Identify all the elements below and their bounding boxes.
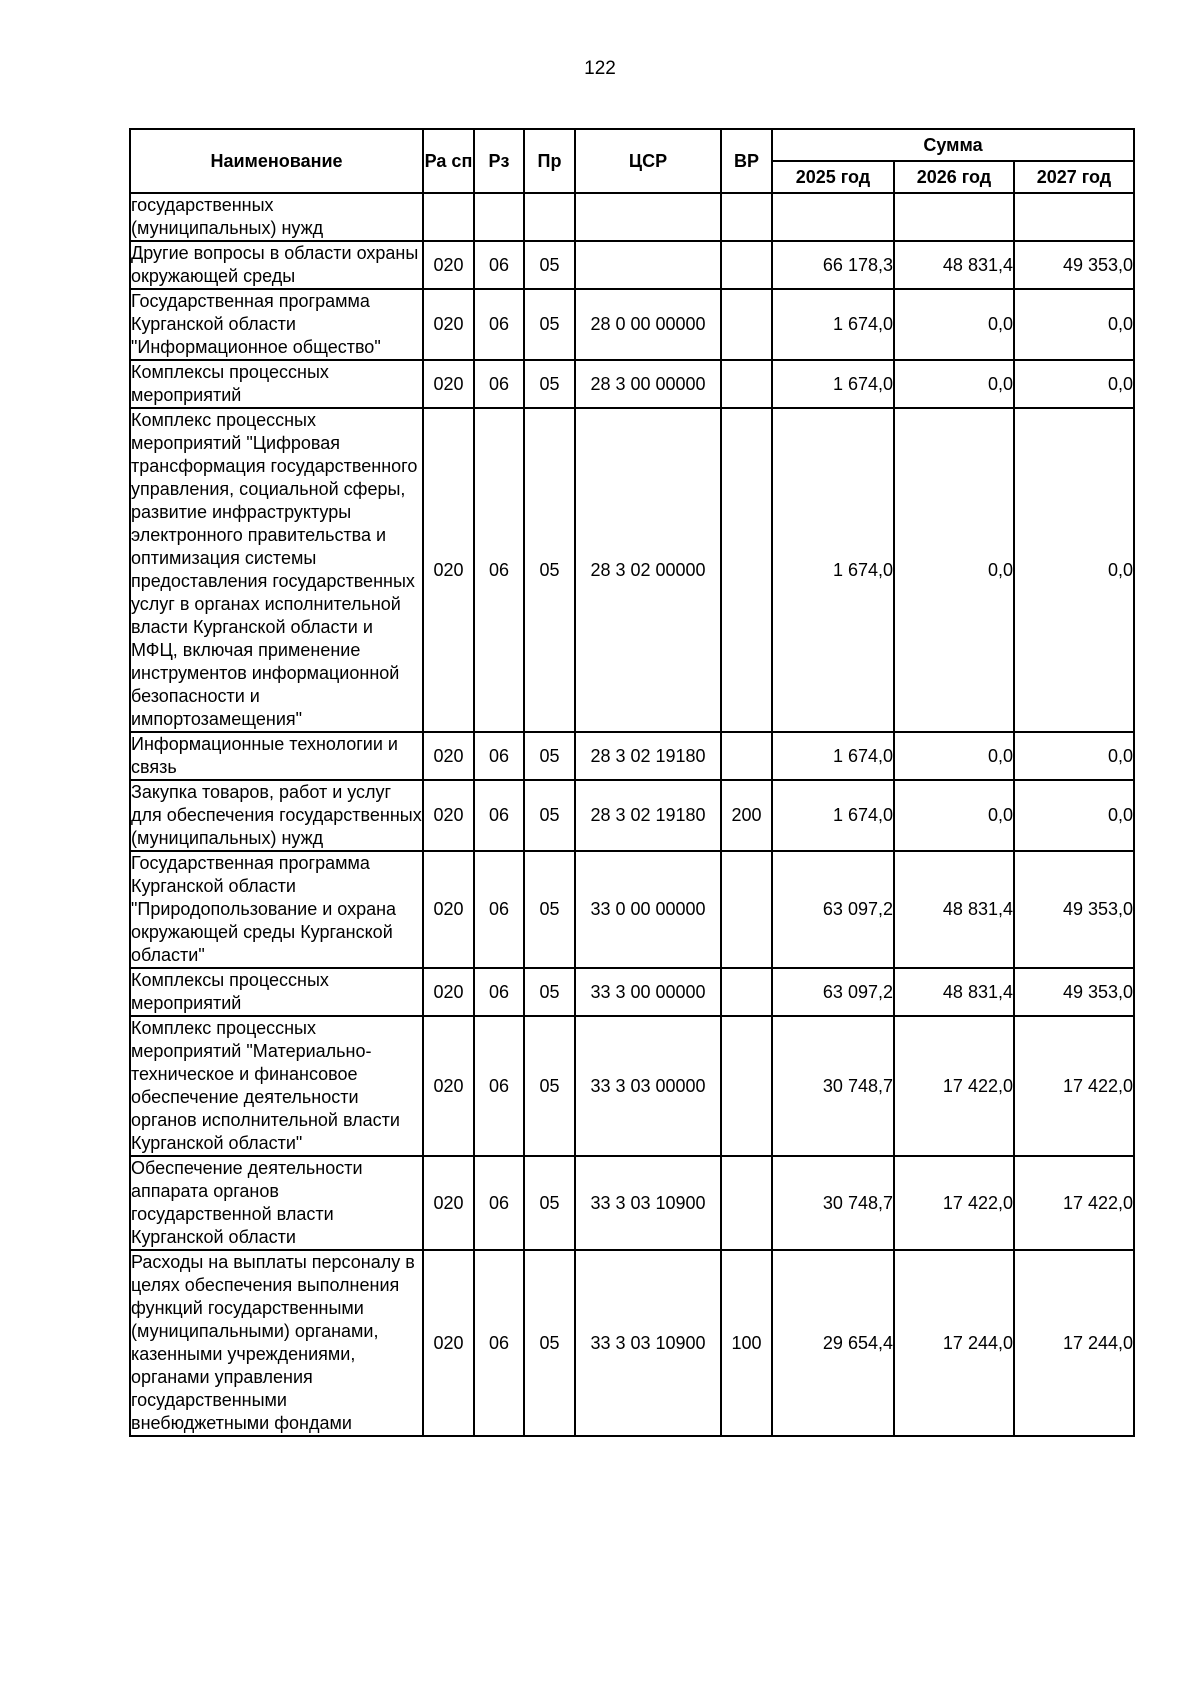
table-row bbox=[130, 1156, 1134, 1250]
cell-name: Другие вопросы в области охраны окружающей среды bbox=[130, 241, 423, 289]
cell-pr: 05 bbox=[524, 851, 575, 968]
cell-2025: 1 674,0 bbox=[772, 289, 894, 360]
table-row bbox=[130, 851, 1134, 968]
cell-vr bbox=[721, 408, 772, 732]
cell-csr: 28 3 00 00000 bbox=[575, 360, 721, 408]
cell-rz: 06 bbox=[474, 968, 524, 1016]
cell-csr bbox=[575, 241, 721, 289]
cell-pr bbox=[524, 193, 575, 241]
cell-pr: 05 bbox=[524, 1016, 575, 1156]
cell-2026: 0,0 bbox=[894, 289, 1014, 360]
cell-2026: 17 422,0 bbox=[894, 1016, 1014, 1156]
cell-rasp: 020 bbox=[423, 360, 474, 408]
cell-rasp: 020 bbox=[423, 780, 474, 851]
cell-2027: 49 353,0 bbox=[1014, 851, 1134, 968]
cell-rz: 06 bbox=[474, 1016, 524, 1156]
cell-name: Государственная программа Курганской области "Информационное общество" bbox=[130, 289, 423, 360]
header-2025: 2025 год bbox=[772, 161, 894, 193]
table-row bbox=[130, 1016, 1134, 1156]
cell-2027 bbox=[1014, 193, 1134, 241]
cell-pr: 05 bbox=[524, 780, 575, 851]
cell-rz: 06 bbox=[474, 360, 524, 408]
header-2026: 2026 год bbox=[894, 161, 1014, 193]
cell-rasp: 020 bbox=[423, 851, 474, 968]
header-csr: ЦСР bbox=[575, 129, 721, 193]
table-row bbox=[130, 780, 1134, 851]
cell-rasp: 020 bbox=[423, 1156, 474, 1250]
cell-pr: 05 bbox=[524, 1250, 575, 1436]
table-row bbox=[130, 968, 1134, 1016]
cell-2027: 0,0 bbox=[1014, 360, 1134, 408]
table-row bbox=[130, 241, 1134, 289]
cell-pr: 05 bbox=[524, 241, 575, 289]
cell-vr bbox=[721, 968, 772, 1016]
cell-vr bbox=[721, 851, 772, 968]
cell-2026: 0,0 bbox=[894, 408, 1014, 732]
cell-vr bbox=[721, 241, 772, 289]
cell-csr bbox=[575, 193, 721, 241]
table-row bbox=[130, 289, 1134, 360]
cell-2025: 1 674,0 bbox=[772, 360, 894, 408]
cell-2025: 30 748,7 bbox=[772, 1156, 894, 1250]
cell-2027: 17 422,0 bbox=[1014, 1156, 1134, 1250]
cell-rz: 06 bbox=[474, 408, 524, 732]
cell-2025: 1 674,0 bbox=[772, 780, 894, 851]
cell-rasp bbox=[423, 193, 474, 241]
cell-rasp: 020 bbox=[423, 408, 474, 732]
cell-vr: 100 bbox=[721, 1250, 772, 1436]
cell-vr bbox=[721, 360, 772, 408]
cell-2026: 0,0 bbox=[894, 360, 1014, 408]
cell-vr: 200 bbox=[721, 780, 772, 851]
cell-rasp: 020 bbox=[423, 241, 474, 289]
cell-pr: 05 bbox=[524, 968, 575, 1016]
header-name: Наименование bbox=[130, 129, 423, 193]
cell-vr bbox=[721, 732, 772, 780]
cell-2026: 48 831,4 bbox=[894, 241, 1014, 289]
cell-pr: 05 bbox=[524, 289, 575, 360]
cell-rz: 06 bbox=[474, 1156, 524, 1250]
cell-2025: 29 654,4 bbox=[772, 1250, 894, 1436]
cell-vr bbox=[721, 1016, 772, 1156]
cell-name: Комплексы процессных мероприятий bbox=[130, 968, 423, 1016]
cell-rasp: 020 bbox=[423, 289, 474, 360]
cell-rz: 06 bbox=[474, 241, 524, 289]
cell-csr: 28 3 02 19180 bbox=[575, 780, 721, 851]
cell-vr bbox=[721, 193, 772, 241]
cell-csr: 28 0 00 00000 bbox=[575, 289, 721, 360]
page-number: 122 bbox=[584, 58, 616, 79]
table-row bbox=[130, 408, 1134, 732]
cell-name: Обеспечение деятельности аппарата органов государственной власти Курганской области bbox=[130, 1156, 423, 1250]
header-rasp: Ра сп bbox=[423, 129, 474, 193]
cell-name: Расходы на выплаты персоналу в целях обеспечения выполнения функций государственными (муниципальными) органами, казенными учреждениями, органами управления государственными внебюджетными фондами bbox=[130, 1250, 423, 1436]
cell-rasp: 020 bbox=[423, 1250, 474, 1436]
cell-csr: 33 0 00 00000 bbox=[575, 851, 721, 968]
cell-2025: 66 178,3 bbox=[772, 241, 894, 289]
cell-csr: 33 3 00 00000 bbox=[575, 968, 721, 1016]
cell-name: Государственная программа Курганской области "Природопользование и охрана окружающей среды Курганской области" bbox=[130, 851, 423, 968]
cell-2027: 49 353,0 bbox=[1014, 241, 1134, 289]
cell-2027: 0,0 bbox=[1014, 780, 1134, 851]
header-pr: Пр bbox=[524, 129, 575, 193]
cell-name: Информационные технологии и связь bbox=[130, 732, 423, 780]
cell-csr: 33 3 03 10900 bbox=[575, 1250, 721, 1436]
cell-csr: 33 3 03 10900 bbox=[575, 1156, 721, 1250]
table-header bbox=[130, 129, 1134, 193]
cell-2027: 17 422,0 bbox=[1014, 1016, 1134, 1156]
cell-rz: 06 bbox=[474, 780, 524, 851]
cell-rasp: 020 bbox=[423, 968, 474, 1016]
table-row bbox=[130, 1250, 1134, 1436]
cell-name: Комплекс процессных мероприятий "Цифровая трансформация государственного управления, социальной сферы, развитие инфраструктуры электронного правительства и оптимизация системы предоставления государственных услуг в органах исполнительной власти Курганской области и МФЦ, включая применение инструментов информационной безопасности и импортозамещения" bbox=[130, 408, 423, 732]
cell-name: Закупка товаров, работ и услуг для обеспечения государственных (муниципальных) нужд bbox=[130, 780, 423, 851]
cell-name: Комплексы процессных мероприятий bbox=[130, 360, 423, 408]
cell-csr: 28 3 02 00000 bbox=[575, 408, 721, 732]
cell-2025 bbox=[772, 193, 894, 241]
cell-2025: 1 674,0 bbox=[772, 732, 894, 780]
cell-2027: 0,0 bbox=[1014, 408, 1134, 732]
cell-pr: 05 bbox=[524, 1156, 575, 1250]
cell-2026: 48 831,4 bbox=[894, 851, 1014, 968]
cell-vr bbox=[721, 1156, 772, 1250]
cell-2027: 0,0 bbox=[1014, 289, 1134, 360]
cell-2027: 0,0 bbox=[1014, 732, 1134, 780]
header-vr: ВР bbox=[721, 129, 772, 193]
table-row bbox=[130, 193, 1134, 241]
budget-table bbox=[129, 128, 1135, 1437]
cell-pr: 05 bbox=[524, 360, 575, 408]
cell-2025: 30 748,7 bbox=[772, 1016, 894, 1156]
cell-2026: 17 244,0 bbox=[894, 1250, 1014, 1436]
cell-csr: 28 3 02 19180 bbox=[575, 732, 721, 780]
cell-rz bbox=[474, 193, 524, 241]
cell-2026 bbox=[894, 193, 1014, 241]
cell-vr bbox=[721, 289, 772, 360]
cell-rz: 06 bbox=[474, 1250, 524, 1436]
header-rz: Рз bbox=[474, 129, 524, 193]
cell-csr: 33 3 03 00000 bbox=[575, 1016, 721, 1156]
cell-2026: 48 831,4 bbox=[894, 968, 1014, 1016]
cell-2025: 63 097,2 bbox=[772, 851, 894, 968]
cell-2027: 49 353,0 bbox=[1014, 968, 1134, 1016]
cell-name: государственных (муниципальных) нужд bbox=[130, 193, 423, 241]
table-row bbox=[130, 732, 1134, 780]
cell-name: Комплекс процессных мероприятий "Материально-техническое и финансовое обеспечение деятельности органов исполнительной власти Курганской области" bbox=[130, 1016, 423, 1156]
cell-rz: 06 bbox=[474, 851, 524, 968]
cell-rz: 06 bbox=[474, 732, 524, 780]
cell-rz: 06 bbox=[474, 289, 524, 360]
cell-pr: 05 bbox=[524, 408, 575, 732]
table-row bbox=[130, 360, 1134, 408]
cell-2026: 17 422,0 bbox=[894, 1156, 1014, 1250]
cell-2025: 1 674,0 bbox=[772, 408, 894, 732]
cell-rasp: 020 bbox=[423, 1016, 474, 1156]
header-summa: Сумма bbox=[772, 129, 1134, 161]
cell-2026: 0,0 bbox=[894, 780, 1014, 851]
table-body bbox=[130, 193, 1134, 1436]
cell-rasp: 020 bbox=[423, 732, 474, 780]
header-row bbox=[130, 129, 1134, 161]
cell-pr: 05 bbox=[524, 732, 575, 780]
header-2027: 2027 год bbox=[1014, 161, 1134, 193]
cell-2026: 0,0 bbox=[894, 732, 1014, 780]
cell-2027: 17 244,0 bbox=[1014, 1250, 1134, 1436]
cell-2025: 63 097,2 bbox=[772, 968, 894, 1016]
